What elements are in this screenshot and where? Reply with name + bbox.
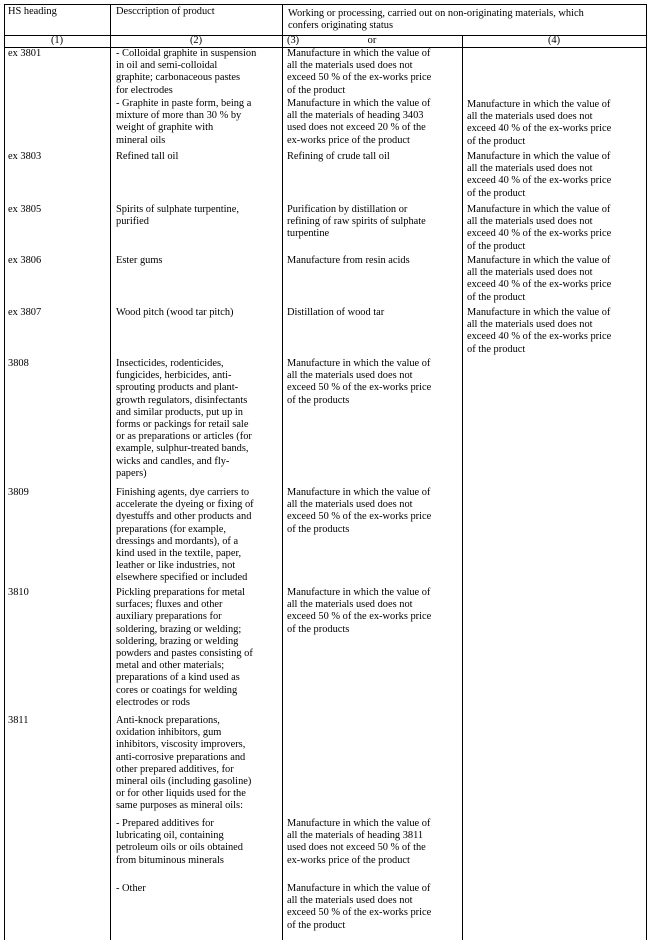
row-3808-desc: Insecticides, rodenticides, fungicides, herbicides, anti- sprouting products and plant- growth regulators, disinfectants and similar products, put up in forms or packings for retail sale or as preparations or articles (for example, sulphur-treated bands, wicks and candles, and fly- papers) bbox=[116, 358, 252, 479]
table-right-border bbox=[646, 4, 647, 940]
row-3801-desc-1: - Colloidal graphite in suspension in oil and semi-colloidal graphite; carbonaceous pastes for electrodes bbox=[116, 48, 257, 96]
row-3807-alt: Manufacture in which the value of all the materials used does not exceed 40 % of the ex-works price of the product bbox=[467, 307, 612, 355]
row-3811-hs: 3811 bbox=[8, 715, 29, 726]
row-3803-work: Refining of crude tall oil bbox=[287, 151, 390, 162]
table-left-border bbox=[4, 4, 5, 940]
row-3810-desc: Pickling preparations for metal surfaces; fluxes and other auxiliary preparations for soldering, brazing or welding; soldering, brazing or welding powders and pastes consisting of metal and other materials; preparations of a kind used as cores or coatings for welding electrodes or rods bbox=[116, 587, 253, 708]
header-col2: (2) bbox=[189, 35, 203, 46]
header-col4: (4) bbox=[547, 35, 561, 46]
row-3808-hs: 3808 bbox=[8, 358, 29, 369]
row-3805-alt: Manufacture in which the value of all the materials used does not exceed 40 % of the ex-works price of the product bbox=[467, 204, 612, 252]
header-working: Working or processing, carried out on non-originating materials, which confers originating status bbox=[288, 8, 584, 32]
row-3805-hs: ex 3805 bbox=[8, 204, 42, 215]
row-3811-work-3: Manufacture in which the value of all the materials used does not exceed 50 % of the ex-works price of the product bbox=[287, 883, 432, 931]
row-3810-work: Manufacture in which the value of all the materials used does not exceed 50 % of the ex-works price of the products bbox=[287, 587, 432, 635]
table-top-border bbox=[4, 4, 647, 5]
row-3811-work-2: Manufacture in which the value of all the materials of heading 3811 used does not exceed 50 % of the ex-works price of the product bbox=[287, 818, 431, 866]
row-3810-hs: 3810 bbox=[8, 587, 29, 598]
col-divider-2 bbox=[282, 4, 283, 940]
row-3809-hs: 3809 bbox=[8, 487, 29, 498]
row-3811-desc-2: - Prepared additives for lubricating oil, containing petroleum oils or oils obtained from bituminous minerals bbox=[116, 818, 243, 866]
row-3806-desc: Ester gums bbox=[116, 255, 163, 266]
header-col3: (3) bbox=[287, 35, 300, 46]
row-3808-work: Manufacture in which the value of all the materials used does not exceed 50 % of the ex-works price of the products bbox=[287, 358, 432, 406]
row-3806-work: Manufacture from resin acids bbox=[287, 255, 410, 266]
row-3801-work-1: Manufacture in which the value of all the materials used does not exceed 50 % of the ex-works price of the product bbox=[287, 48, 432, 96]
row-3806-alt: Manufacture in which the value of all the materials used does not exceed 40 % of the ex-works price of the product bbox=[467, 255, 612, 303]
row-3801-hs: ex 3801 bbox=[8, 48, 42, 59]
col-divider-1 bbox=[110, 4, 111, 940]
row-3801-desc-2: - Graphite in paste form, being a mixture of more than 30 % by weight of graphite with mineral oils bbox=[116, 98, 252, 146]
header-description: Desccription of product bbox=[116, 6, 215, 17]
col-divider-3 bbox=[462, 35, 463, 940]
row-3807-hs: ex 3807 bbox=[8, 307, 42, 318]
header-hs-heading: HS heading bbox=[8, 6, 57, 17]
row-3807-work: Distillation of wood tar bbox=[287, 307, 385, 318]
header-or: or bbox=[367, 35, 377, 46]
row-3805-desc: Spirits of sulphate turpentine, purified bbox=[116, 204, 239, 228]
row-3809-desc: Finishing agents, dye carriers to accelerate the dyeing or fixing of dyestuffs and other products and preparations (for example, dressings and mordants), of a kind used in the textile, paper, leather or like industries, not elsewhere specified or included bbox=[116, 487, 254, 584]
row-3801-work-2: Manufacture in which the value of all the materials of heading 3403 used does not exceed 20 % of the ex-works price of the product bbox=[287, 98, 431, 146]
row-3803-desc: Refined tall oil bbox=[116, 151, 179, 162]
row-3811-desc: Anti-knock preparations, oxidation inhibitors, gum inhibitors, viscosity improvers, anti-corrosive preparations and other prepared additives, for mineral oils (including gasoline) or for other liquids used for the same purposes as mineral oils: bbox=[116, 715, 252, 812]
row-3806-hs: ex 3806 bbox=[8, 255, 42, 266]
row-3805-work: Purification by distillation or refining of raw spirits of sulphate turpentine bbox=[287, 204, 426, 240]
row-3809-work: Manufacture in which the value of all the materials used does not exceed 50 % of the ex-works price of the products bbox=[287, 487, 432, 535]
row-3801-alt-2: Manufacture in which the value of all the materials used does not exceed 40 % of the ex-works price of the product bbox=[467, 99, 612, 147]
row-3803-alt: Manufacture in which the value of all the materials used does not exceed 40 % of the ex-works price of the product bbox=[467, 151, 612, 199]
row-3807-desc: Wood pitch (wood tar pitch) bbox=[116, 307, 234, 318]
header-col1: (1) bbox=[50, 35, 64, 46]
row-3811-desc-3: - Other bbox=[116, 883, 146, 894]
row-3803-hs: ex 3803 bbox=[8, 151, 42, 162]
